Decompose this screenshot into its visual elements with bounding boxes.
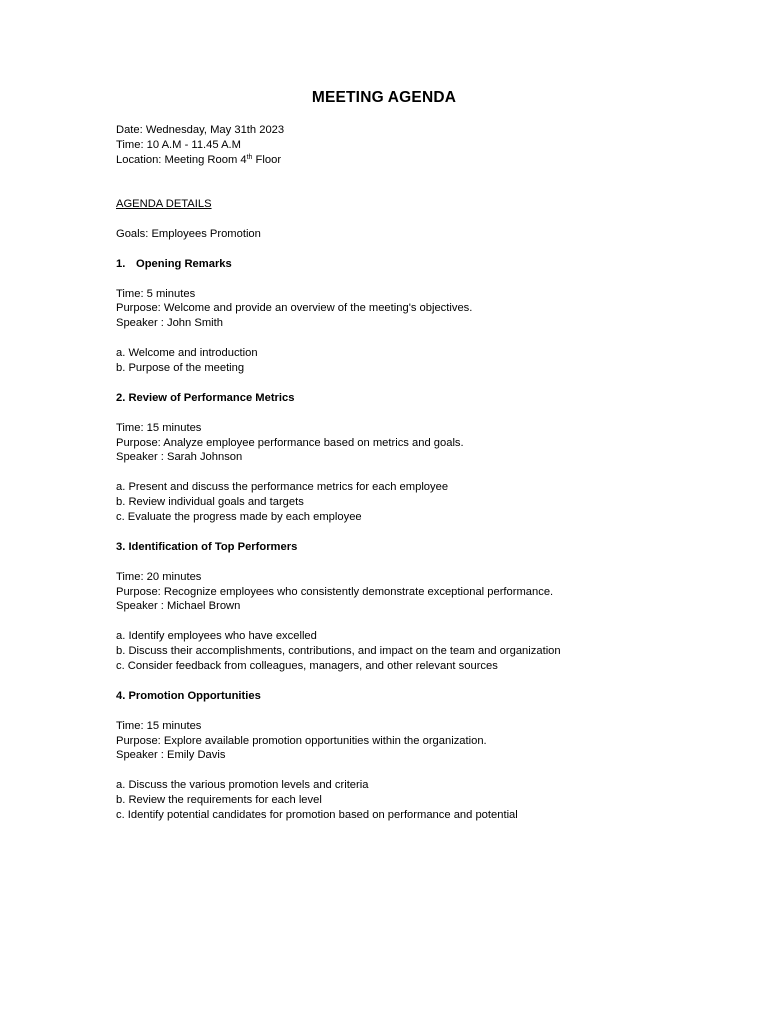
section-purpose: Purpose: Recognize employees who consistently demonstrate exceptional performance. [116, 585, 554, 598]
list-item: c. Consider feedback from colleagues, managers, and other relevant sources [116, 660, 498, 673]
meeting-location [116, 153, 736, 168]
section-speaker: Speaker : Michael Brown [116, 600, 241, 613]
section-heading-text: Opening Remarks [136, 257, 232, 270]
location-superscript: th [246, 153, 253, 161]
list-item: b. Discuss their accomplishments, contributions, and impact on the team and organization [116, 645, 561, 658]
section-time: Time: 15 minutes [116, 421, 202, 434]
list-item: a. Identify employees who have excelled [116, 630, 317, 643]
section-purpose: Purpose: Analyze employee performance based on metrics and goals. [116, 436, 464, 449]
section-heading: 4. Promotion Opportunities [116, 689, 261, 702]
list-item: c. Evaluate the progress made by each employee [116, 511, 362, 524]
section-speaker: Speaker : John Smith [116, 317, 223, 330]
section-purpose: Purpose: Explore available promotion opportunities within the organization. [116, 734, 487, 747]
section-number: 1. [116, 257, 126, 270]
section-speaker: Speaker : Emily Davis [116, 749, 226, 762]
section-speaker: Speaker : Sarah Johnson [116, 451, 243, 464]
list-item: a. Present and discuss the performance metrics for each employee [116, 481, 449, 494]
list-item: c. Identify potential candidates for promotion based on performance and potential [116, 809, 518, 822]
section-heading [116, 257, 736, 272]
meeting-date: Date: Wednesday, May 31th 2023 [116, 124, 285, 136]
document-title: MEETING AGENDA [311, 89, 457, 106]
section-purpose: Purpose: Welcome and provide an overview of the meeting's objectives. [116, 302, 473, 315]
location-suffix: Floor [252, 153, 282, 166]
document-body [116, 123, 736, 823]
agenda-goals: Goals: Employees Promotion [116, 227, 261, 240]
list-item: a. Welcome and introduction [116, 347, 258, 360]
list-item: a. Discuss the various promotion levels and criteria [116, 779, 369, 792]
list-item: b. Review individual goals and targets [116, 496, 304, 509]
list-item: b. Purpose of the meeting [116, 362, 245, 375]
location-text: Location: Meeting Room 4 [116, 153, 247, 166]
section-time: Time: 15 minutes [116, 719, 202, 732]
list-item: b. Review the requirements for each level [116, 794, 322, 807]
section-time: Time: 5 minutes [116, 287, 196, 300]
section-time: Time: 20 minutes [116, 570, 202, 583]
section-heading: 3. Identification of Top Performers [116, 540, 298, 553]
agenda-details-heading: AGENDA DETAILS [116, 198, 212, 211]
meeting-time: Time: 10 A.M - 11.45 A.M [116, 138, 241, 151]
section-heading: 2. Review of Performance Metrics [116, 391, 295, 404]
